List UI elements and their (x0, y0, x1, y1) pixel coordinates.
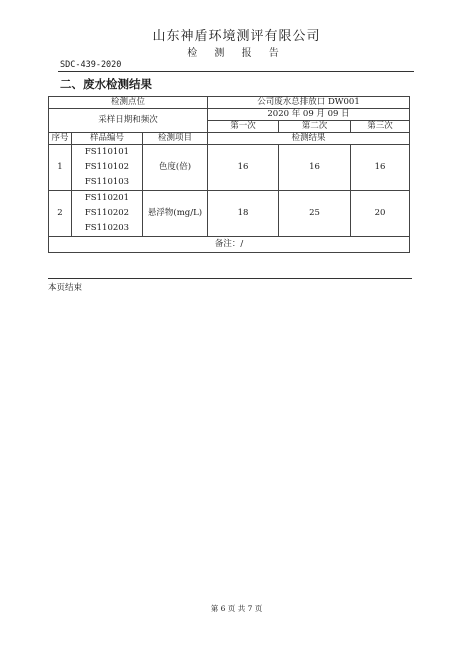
footer-divider (48, 278, 412, 279)
table-row (49, 145, 410, 191)
result-2: 25 (279, 191, 351, 237)
col-sample: 样品编号 (72, 133, 143, 145)
sample-ids (72, 191, 143, 237)
table-row (49, 191, 410, 237)
remark: 备注：/ (49, 237, 410, 253)
point-value: 公司废水总排放口 DW001 (208, 97, 410, 109)
company-name: 山东神盾环境测评有限公司 (152, 29, 321, 44)
result-3: 16 (351, 145, 410, 191)
wastewater-results-table (48, 96, 410, 253)
sample-id: FS110202 (84, 208, 130, 218)
row-seq: 2 (49, 191, 72, 237)
sample-id: FS110103 (84, 177, 130, 187)
report-subtitle: 检 测 报 告 (187, 48, 286, 59)
sample-id: FS110101 (84, 147, 130, 157)
section-title: 二、废水检测结果 (60, 77, 152, 91)
date-row (49, 109, 410, 121)
page-number: 第 6 页 共 7 页 (210, 604, 263, 613)
page-end-note: 本页结束 (48, 283, 83, 293)
point-label: 检测点位 (49, 97, 208, 109)
freq-1: 第一次 (208, 121, 279, 133)
row-seq: 1 (49, 145, 72, 191)
col-result: 检测结果 (208, 133, 410, 145)
sample-ids (72, 145, 143, 191)
freq-3: 第三次 (351, 121, 410, 133)
sample-id: FS110201 (84, 193, 130, 203)
document-number: SDC-439-2020 (60, 60, 122, 70)
test-item: 悬浮物(mg/L) (143, 191, 208, 237)
date-label: 采样日期和频次 (49, 109, 208, 133)
sample-id: FS110102 (84, 162, 130, 172)
point-row (49, 97, 410, 109)
column-header-row (49, 133, 410, 145)
sample-id: FS110203 (84, 223, 130, 233)
col-item: 检测项目 (143, 133, 208, 145)
result-2: 16 (279, 145, 351, 191)
freq-2: 第二次 (279, 121, 351, 133)
header-divider (58, 71, 414, 72)
result-1: 18 (208, 191, 279, 237)
col-seq: 序号 (49, 133, 72, 145)
date-value: 2020 年 09 月 09 日 (208, 109, 410, 121)
result-1: 16 (208, 145, 279, 191)
remark-row (49, 237, 410, 253)
result-3: 20 (351, 191, 410, 237)
test-item: 色度(倍) (143, 145, 208, 191)
